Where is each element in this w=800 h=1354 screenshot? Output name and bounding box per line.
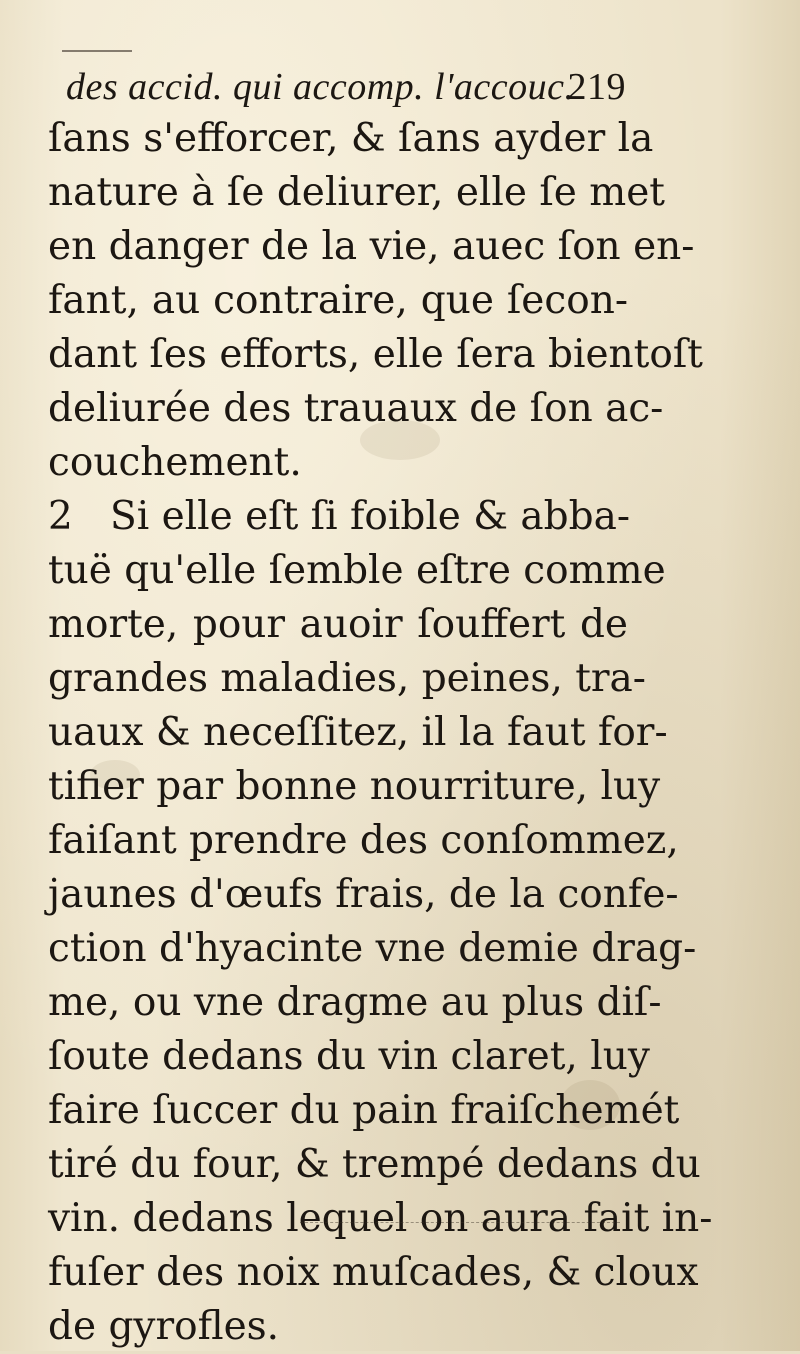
paragraph-first-line — [48, 490, 631, 544]
text-line: ſans s'efforcer, & ſans ayder la — [48, 116, 654, 161]
text-line: ſoute dedans du vin claret, luy — [48, 1034, 650, 1079]
text-line: grandes maladies, peines, tra- — [48, 656, 646, 701]
paragraph-number: 2 — [48, 494, 73, 539]
text-line: en danger de la vie, auec ſon en- — [48, 224, 695, 269]
running-head-title: des accid. qui accomp. l'accouc. — [66, 66, 575, 108]
text-line: couchement. — [48, 440, 302, 485]
text-line: tiré du four, & trempé dedans du — [48, 1142, 701, 1187]
text-line: uaux & neceſſitez, il la faut for- — [48, 710, 668, 755]
text-line: nature à ſe deliurer, elle ſe met — [48, 170, 665, 215]
bottom-rule — [300, 1222, 620, 1224]
text-line: tifier par bonne nourriture, luy — [48, 764, 661, 809]
body-text — [48, 112, 713, 1354]
text-line: ction d'hyacinte vne demie drag- — [48, 926, 697, 971]
text-line: fuſer des noix muſcades, & cloux — [48, 1250, 699, 1295]
text-line: deliurée des trauaux de ſon ac- — [48, 386, 664, 431]
text-line: dant ſes efforts, elle ſera bientoſt — [48, 332, 703, 377]
text-line: fant, au contraire, que ſecon- — [48, 278, 628, 323]
head-rule — [62, 50, 132, 52]
text-line: Si elle eſt ſi foible & abba- — [110, 494, 631, 539]
text-line: tuë qu'elle ſemble eſtre comme — [48, 548, 666, 593]
running-head — [66, 62, 626, 112]
text-line: vin. dedans lequel on aura fait in- — [48, 1196, 713, 1241]
text-line: jaunes d'œufs frais, de la confe- — [48, 872, 679, 917]
text-line: de gyrofles. — [48, 1304, 280, 1349]
text-line: morte, pour auoir ſouffert de — [48, 602, 628, 647]
text-line: me, ou vne dragme au plus diſ- — [48, 980, 662, 1025]
page-number: 219 — [567, 66, 626, 108]
text-line: faiſant prendre des conſommez, — [48, 818, 679, 863]
text-line: faire ſuccer du pain fraiſchemét — [48, 1088, 680, 1133]
